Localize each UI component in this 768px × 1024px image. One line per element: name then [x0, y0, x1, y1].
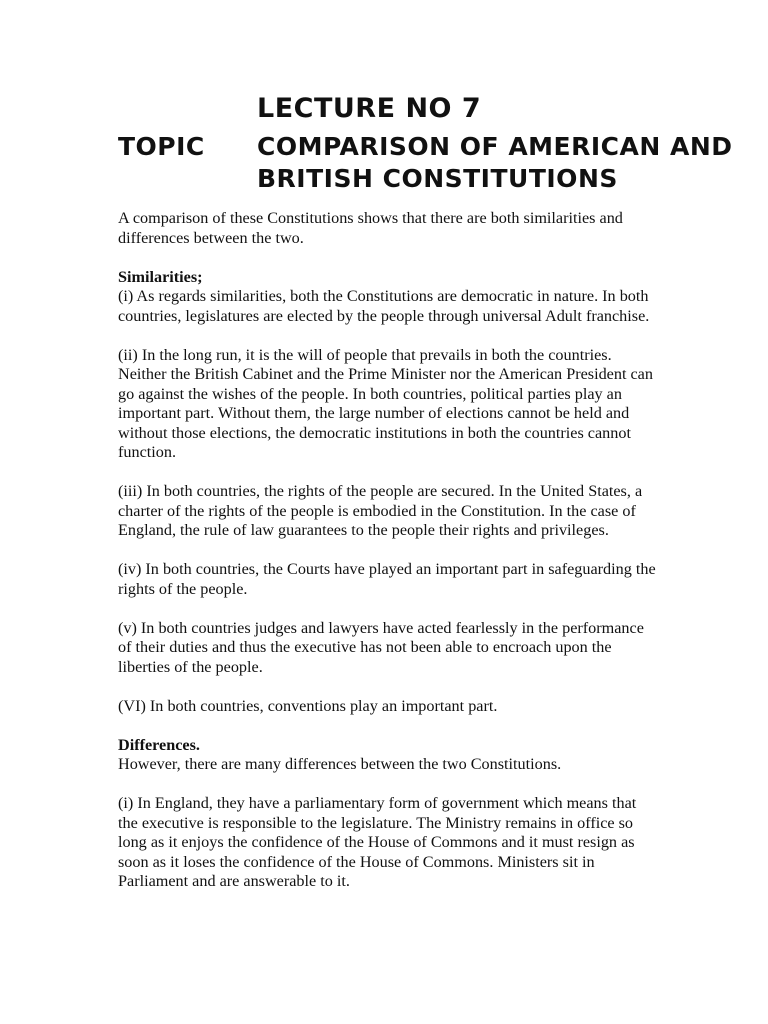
similarities-heading: Similarities;	[118, 267, 203, 286]
differences-heading: Differences.	[118, 735, 200, 754]
similarity-point: (i) As regards similarities, both the Constitutions are democratic in nature. In both countries, legislatures are elected by the people through universal Adult franchise.	[118, 287, 650, 325]
topic-title-line-2: BRITISH CONSTITUTIONS	[257, 164, 618, 193]
similarity-point: (v) In both countries judges and lawyers have acted fearlessly in the performance of their duties and thus the executive has not been able to encroach upon the liberties of the people.	[118, 618, 644, 676]
topic-title-line-1: COMPARISON OF AMERICAN AND	[257, 132, 733, 161]
similarity-point: (ii) In the long run, it is the will of people that prevails in both the countries. Neither the British Cabinet and the Prime Minister nor the American President can go against the wishes of the people. In both countries, political parties play an important part. Without them, the large number of elections cannot be held and without those elections, the democratic institutions in both the countries cannot function.	[118, 345, 653, 461]
similarity-point: (VI) In both countries, conventions play an important part.	[118, 696, 498, 715]
intro-paragraph: A comparison of these Constitutions shows that there are both similarities and differences between the two.	[118, 209, 623, 247]
topic-label: TOPIC	[118, 132, 205, 161]
difference-point: (i) In England, they have a parliamentary form of government which means that the executive is responsible to the legislature. The Ministry remains in office so long as it enjoys the confidence of the House of Commons and it must resign as soon as it loses the confidence of the House of Commons. Ministers sit in Parliament and are answerable to it.	[118, 794, 637, 890]
differences-intro: However, there are many differences between the two Constitutions.	[118, 755, 562, 773]
document-body	[118, 209, 658, 911]
differences-section	[118, 736, 658, 775]
lecture-title: LECTURE NO 7	[257, 93, 482, 124]
similarity-point: (iv) In both countries, the Courts have played an important part in safeguarding the rights of the people.	[118, 560, 656, 598]
similarities-section	[118, 268, 658, 327]
similarity-point: (iii) In both countries, the rights of the people are secured. In the United States, a charter of the rights of the people is embodied in the Constitution. In the case of England, the rule of law guarantees to the people their rights and privileges.	[118, 482, 643, 539]
